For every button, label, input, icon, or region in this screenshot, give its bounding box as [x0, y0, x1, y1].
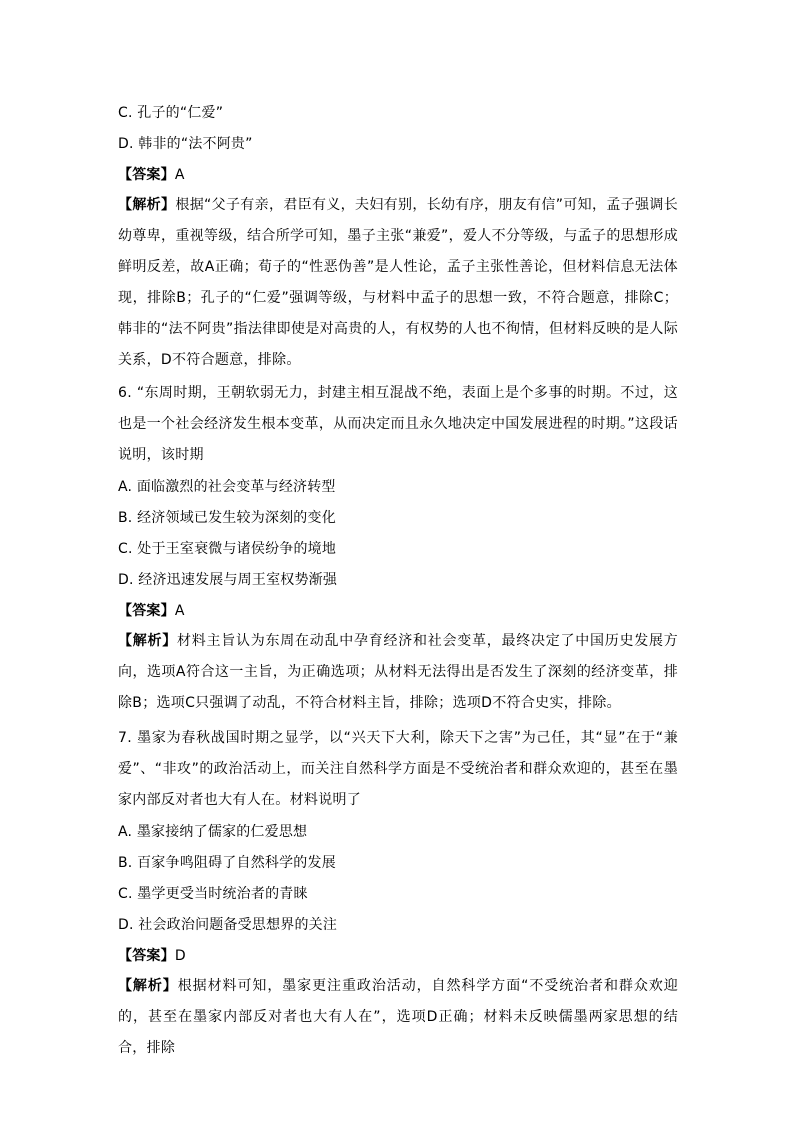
- answer-value: A: [174, 167, 185, 183]
- analysis-tag: 【解析】: [118, 197, 176, 213]
- q5-option-d: D. 韩非的“法不阿贵”: [118, 136, 253, 152]
- q6-stem: 6. “东周时期，王朝软弱无力，封建主相互混战不绝，表面上是个多事的时期。不过，这也是一个社会经济发生根本变革，从而决定而且永久地决定中国发展进程的时期。”这段话说明，该时期: [118, 385, 678, 463]
- answer-tag: 【答案】: [118, 948, 175, 964]
- q6-option-b: B. 经济领域已发生较为深刻的变化: [118, 510, 336, 526]
- q5-answer: [118, 165, 678, 185]
- q6-answer: [118, 601, 678, 621]
- q7-option-b: B. 百家争鸣阻碍了自然科学的发展: [118, 855, 336, 871]
- analysis-text: 材料主旨认为东周在动乱中孕育经济和社会变革，最终决定了中国历史发展方向，选项A符合这一主旨，为正确选项；从材料无法得出是否发生了深刻的经济变革，排除B；选项C只强调了动乱，不符合材料主旨，排除；选项D不符合史实，排除。: [118, 633, 678, 711]
- analysis-tag: 【解析】: [118, 978, 178, 994]
- analysis-text: 根据“父子有亲，君臣有义，夫妇有别，长幼有序，朋友有信”可知，孟子强调长幼尊卑，重视等级，结合所学可知，墨子主张“兼爱”，爱人不分等级，与孟子的思想形成鲜明反差，故A正确；荀子的“性恶伪善”是人性论，孟子主张性善论，但材料信息无法体现，排除B；孔子的“仁爱”强调等级，与材料中孟子的思想一致，不符合题意，排除C；韩非的“法不阿贵”指法律即使是对高贵的人，有权势的人也不徇情，但材料反映的是人际关系，D不符合题意，排除。: [118, 197, 678, 368]
- answer-tag: 【答案】: [118, 603, 175, 619]
- q6-option-c: C. 处于王室衰微与诸侯纷争的境地: [118, 541, 337, 557]
- analysis-tag: 【解析】: [118, 633, 177, 649]
- answer-tag: 【答案】: [118, 167, 175, 183]
- q6-option-d: D. 经济迅速发展与周王室权势渐强: [118, 572, 338, 588]
- q6-analysis: [118, 626, 678, 721]
- answer-value: D: [174, 948, 186, 964]
- q6-option-a: A. 面临激烈的社会变革与经济转型: [118, 479, 336, 495]
- q7-answer: [118, 946, 678, 966]
- answer-value: A: [174, 603, 185, 619]
- q5-option-c: C. 孔子的“仁爱”: [118, 105, 224, 121]
- q5-analysis: [118, 190, 678, 380]
- q7-option-a: A. 墨家接纳了儒家的仁爱思想: [118, 824, 308, 840]
- analysis-text: 根据材料可知，墨家更注重政治活动，自然科学方面“不受统治者和群众欢迎的，甚至在墨家内部反对者也大有人在”，选项D正确；材料未反映儒墨两家思想的结合，排除: [118, 978, 679, 1056]
- q7-option-d: D. 社会政治问题备受思想界的关注: [118, 917, 338, 933]
- q7-stem: 7. 墨家为春秋战国时期之显学，以“兴天下大利，除天下之害”为己任，其“显”在于“兼爱”、“非攻”的政治活动上，而关注自然科学方面是不受统治者和群众欢迎的，甚至在墨家内部反对者也大有人在。材料说明了: [118, 730, 678, 808]
- q7-option-c: C. 墨学更受当时统治者的青睐: [118, 886, 308, 902]
- q7-analysis: [118, 971, 679, 1056]
